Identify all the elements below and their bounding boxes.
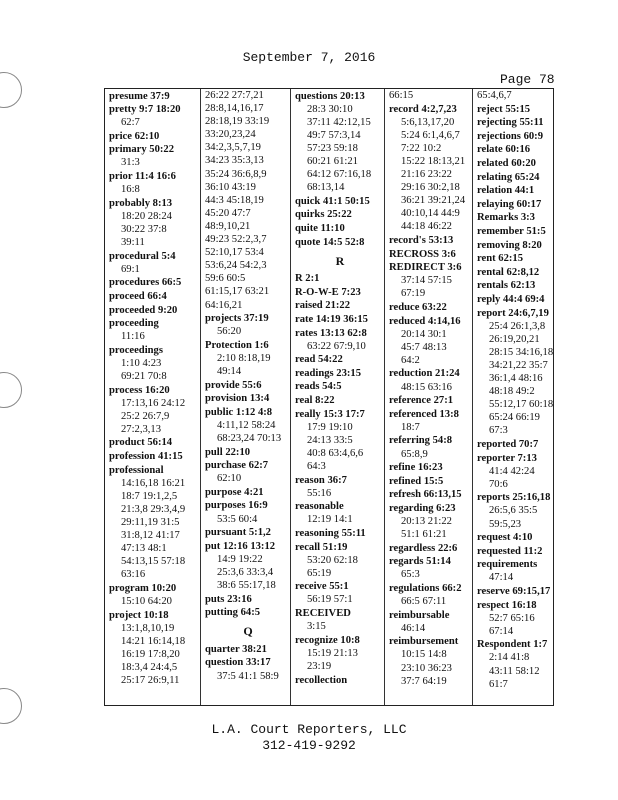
index-entry: procedures 66:5 xyxy=(109,277,182,289)
index-entry: proceedings xyxy=(109,344,163,356)
index-entry-continuation: 49:7 57:3,14 xyxy=(307,129,361,141)
word-index-table xyxy=(104,88,554,706)
index-entry-continuation: 30:22 37:8 xyxy=(121,223,167,235)
index-entry: readings 23:15 xyxy=(295,367,362,379)
index-entry-continuation: 37:7 64:19 xyxy=(401,675,447,687)
index-entry: product 56:14 xyxy=(109,437,173,449)
index-entry-continuation: 17:9 19:10 xyxy=(307,421,353,433)
index-entry: reported 70:7 xyxy=(477,438,539,450)
index-entry: requested 11:2 xyxy=(477,545,543,557)
index-entry: R-O-W-E 7:23 xyxy=(295,286,361,298)
index-entry: recognize 10:8 xyxy=(295,634,360,646)
index-entry-continuation: 2:14 41:8 xyxy=(489,652,530,664)
index-entry-continuation: 53:5 60:4 xyxy=(217,513,258,525)
index-entry-continuation: 37:14 57:15 xyxy=(401,275,452,287)
index-entry: reserve 69:15,17 xyxy=(477,585,551,597)
index-entry: procedural 5:4 xyxy=(109,250,176,262)
index-entry: REDIRECT 3:6 xyxy=(389,262,462,274)
index-entry-continuation: 2:10 8:18,19 xyxy=(217,352,271,364)
index-entry: provide 55:6 xyxy=(205,379,262,391)
index-entry-continuation: 29:16 30:2,18 xyxy=(401,182,460,194)
index-entry: relation 44:1 xyxy=(477,185,535,197)
index-entry-continuation: 28:3 30:10 xyxy=(307,103,353,115)
index-entry: related 60:20 xyxy=(477,157,536,169)
index-entry: regulations 66:2 xyxy=(389,582,462,594)
index-entry: put 12:16 13:12 xyxy=(205,540,276,552)
index-entry-continuation: 48:9,10,21 xyxy=(205,220,251,232)
index-entry: quite 11:10 xyxy=(295,222,345,234)
index-entry-continuation: 37:5 41:1 58:9 xyxy=(217,670,279,682)
index-entry: RECROSS 3:6 xyxy=(389,248,456,260)
index-entry-continuation: 11:16 xyxy=(121,331,145,343)
index-entry-continuation: 40:8 63:4,6,6 xyxy=(307,447,364,459)
index-entry-continuation: 16:19 17:8,20 xyxy=(121,648,180,660)
index-entry: regards 51:14 xyxy=(389,556,451,568)
index-column-2 xyxy=(200,89,291,705)
index-entry: real 8:22 xyxy=(295,395,335,407)
index-entry: respect 16:18 xyxy=(477,599,537,611)
index-entry: rental 62:8,12 xyxy=(477,266,540,278)
index-entry-continuation: 27:2,3,13 xyxy=(121,423,162,435)
index-entry-continuation: 44:3 45:18,19 xyxy=(205,194,264,206)
index-entry: relate 60:16 xyxy=(477,144,531,156)
index-entry-continuation: 28:15 34:16,18 xyxy=(489,346,554,358)
index-entry: pull 22:10 xyxy=(205,446,251,458)
index-entry: reasoning 55:11 xyxy=(295,528,366,539)
index-entry-continuation: 38:6 55:17,18 xyxy=(217,579,276,591)
index-entry-continuation: 14:9 19:22 xyxy=(217,553,263,565)
index-entry-continuation: 34:23 35:3,13 xyxy=(205,155,264,167)
index-entry: regardless 22:6 xyxy=(389,542,458,554)
index-entry: price 62:10 xyxy=(109,130,160,142)
index-entry: reports 25:16,18 xyxy=(477,492,551,504)
index-entry: Remarks 3:3 xyxy=(477,212,535,224)
index-entry-continuation: 7:22 10:2 xyxy=(401,142,442,154)
index-entry-continuation: 18:7 19:1,2,5 xyxy=(121,490,178,502)
index-entry-continuation: 47:13 48:1 xyxy=(121,543,167,555)
index-entry-continuation: 52:10,17 53:4 xyxy=(205,247,264,259)
index-entry: raised 21:22 xyxy=(295,300,351,312)
index-entry: rates 13:13 62:8 xyxy=(295,327,367,339)
footer-company: L.A. Court Reporters, LLC xyxy=(211,722,407,737)
index-entry-continuation: 62:7 xyxy=(121,117,140,129)
index-column-5 xyxy=(472,89,558,705)
index-entry-continuation: 24:13 33:5 xyxy=(307,434,353,446)
index-entry-continuation: 69:21 70:8 xyxy=(121,370,167,382)
index-entry-continuation: 59:5,23 xyxy=(489,518,522,530)
binder-hole xyxy=(0,688,22,724)
index-entry-continuation: 16:8 xyxy=(121,184,140,196)
index-entry-continuation: 56:19 57:1 xyxy=(307,594,353,606)
page-number: Page 78 xyxy=(500,72,555,87)
index-entry: really 15:3 17:7 xyxy=(295,408,365,420)
index-entry: reporter 7:13 xyxy=(477,452,537,464)
index-entry-continuation: 51:1 61:21 xyxy=(401,529,447,541)
index-entry-continuation: 52:7 65:16 xyxy=(489,612,535,624)
index-entry: requirements xyxy=(477,559,538,571)
index-entry-continuation: 46:14 xyxy=(401,622,426,634)
index-entry: rentals 62:13 xyxy=(477,280,536,292)
index-entry: public 1:12 4:8 xyxy=(205,406,273,418)
index-entry: receive 55:1 xyxy=(295,581,349,593)
index-entry: rejecting 55:11 xyxy=(477,117,544,129)
index-column-1 xyxy=(105,89,200,705)
index-entry: prior 11:4 16:6 xyxy=(109,171,176,183)
index-entry-continuation: 49:14 xyxy=(217,365,242,377)
index-entry-continuation: 45:20 47:7 xyxy=(205,207,251,219)
index-entry: profession 41:15 xyxy=(109,451,183,463)
index-entry: puts 23:16 xyxy=(205,593,252,605)
index-entry: purchase 62:7 xyxy=(205,460,269,472)
index-entry-continuation: 39:11 xyxy=(121,237,145,249)
index-column-3 xyxy=(290,89,385,705)
index-entry-continuation: 23:19 xyxy=(307,660,332,672)
index-entry: reason 36:7 xyxy=(295,474,347,486)
index-entry: pretty 9:7 18:20 xyxy=(109,104,181,116)
index-entry-continuation: 20:14 30:1 xyxy=(401,328,447,340)
index-entry-continuation: 33:20,23,24 xyxy=(205,129,256,141)
index-entry-continuation: 26:19,20,21 xyxy=(489,333,540,345)
index-entry: regarding 6:23 xyxy=(389,502,456,514)
index-entry-continuation: 10:15 14:8 xyxy=(401,649,447,661)
index-entry: purposes 16:9 xyxy=(205,500,268,512)
index-entry-continuation: 34:21,22 35:7 xyxy=(489,359,548,371)
index-entry-continuation: 63:16 xyxy=(121,569,146,581)
index-entry-continuation: 65:3 xyxy=(401,569,420,581)
index-entry: remember 51:5 xyxy=(477,225,546,237)
index-entry-continuation: 26:5,6 35:5 xyxy=(489,505,538,517)
index-entry-continuation: 59:6 60:5 xyxy=(205,273,246,285)
index-entry: professional xyxy=(109,464,164,476)
index-entry: rent 62:15 xyxy=(477,253,523,265)
index-entry-continuation: 15:19 21:13 xyxy=(307,647,358,659)
index-entry-continuation: 61:15,17 63:21 xyxy=(205,286,270,298)
index-entry-continuation: 55:12,17 60:18 xyxy=(489,399,554,411)
index-entry: relaying 60:17 xyxy=(477,198,542,210)
index-entry-continuation: 67:3 xyxy=(489,425,508,437)
index-letter-heading: Q xyxy=(243,624,253,639)
index-entry-continuation: 64:16,21 xyxy=(205,299,243,311)
index-entry-continuation: 14:21 16:14,18 xyxy=(121,635,186,647)
index-entry-continuation: 25:4 26:1,3,8 xyxy=(489,320,546,332)
index-column-4 xyxy=(384,89,473,705)
index-entry: reads 54:5 xyxy=(295,381,342,393)
index-entry-continuation: 68:23,24 70:13 xyxy=(217,432,282,444)
index-entry: reject 55:15 xyxy=(477,103,531,115)
index-entry-continuation: 65:8,9 xyxy=(401,448,428,460)
index-entry: putting 64:5 xyxy=(205,607,261,619)
index-entry-continuation: 36:21 39:21,24 xyxy=(401,195,466,207)
index-entry-continuation: 25:3,6 33:3,4 xyxy=(217,566,274,578)
index-entry: report 24:6,7,19 xyxy=(477,307,549,319)
index-letter-heading: R xyxy=(335,253,345,268)
index-entry: recollection xyxy=(295,674,348,686)
index-entry: quarter 38:21 xyxy=(205,643,267,655)
index-entry: reimbursement xyxy=(389,636,459,648)
index-entry: reply 44:4 69:4 xyxy=(477,293,545,305)
index-entry-continuation: 13:1,8,10,19 xyxy=(121,622,175,634)
index-entry-continuation: 21:3,8 29:3,4,9 xyxy=(121,503,186,515)
index-entry-continuation: 64:2 xyxy=(401,354,420,366)
index-entry-continuation: 44:18 46:22 xyxy=(401,221,452,233)
index-entry-continuation: 23:10 36:23 xyxy=(401,662,452,674)
index-entry: record 4:2,7,23 xyxy=(389,103,457,115)
header-date: September 7, 2016 xyxy=(242,50,376,65)
index-entry-continuation: 14:16,18 16:21 xyxy=(121,477,186,489)
index-entry: record's 53:13 xyxy=(389,235,454,247)
index-entry: Protection 1:6 xyxy=(205,339,269,351)
index-entry-continuation: 20:13 21:22 xyxy=(401,516,452,527)
binder-hole xyxy=(0,372,22,408)
index-entry: refined 15:5 xyxy=(389,475,444,487)
index-entry-continuation: 65:4,6,7 xyxy=(477,90,512,101)
index-entry: referring 54:8 xyxy=(389,435,453,447)
index-entry: reimbursable xyxy=(389,609,450,621)
index-entry: program 10:20 xyxy=(109,582,177,594)
index-entry-continuation: 66:15 xyxy=(389,90,414,101)
index-entry-continuation: 48:15 63:16 xyxy=(401,381,452,393)
index-entry-continuation: 63:22 67:9,10 xyxy=(307,340,366,352)
index-entry: read 54:22 xyxy=(295,354,343,366)
index-entry: projects 37:19 xyxy=(205,313,269,325)
index-entry-continuation: 57:23 59:18 xyxy=(307,142,358,154)
index-entry: request 4:10 xyxy=(477,532,533,544)
index-entry-continuation: 25:2 26:7,9 xyxy=(121,410,170,422)
index-entry-continuation: 47:14 xyxy=(489,572,514,584)
index-entry: reduce 63:22 xyxy=(389,302,447,313)
binder-hole xyxy=(0,72,22,108)
index-entry-continuation: 5:6,13,17,20 xyxy=(401,116,455,128)
index-entry: primary 50:22 xyxy=(109,144,175,156)
index-entry-continuation: 18:7 xyxy=(401,421,420,433)
index-entry-continuation: 28:8,14,16,17 xyxy=(205,103,264,115)
index-entry: proceeding xyxy=(109,318,159,330)
index-entry-continuation: 45:7 48:13 xyxy=(401,341,447,353)
index-entry-continuation: 49:23 52:2,3,7 xyxy=(205,234,267,246)
index-entry-continuation: 65:19 xyxy=(307,567,332,579)
index-entry-continuation: 64:12 67:16,18 xyxy=(307,169,372,181)
index-entry-continuation: 1:10 4:23 xyxy=(121,357,162,369)
index-entry: reasonable xyxy=(295,501,344,513)
index-entry-continuation: 31:8,12 41:17 xyxy=(121,530,180,542)
footer-phone: 312-419-9292 xyxy=(262,738,356,753)
index-entry: Respondent 1:7 xyxy=(477,639,548,651)
index-entry-continuation: 26:22 27:7,21 xyxy=(205,90,264,101)
index-entry: proceed 66:4 xyxy=(109,290,167,302)
index-entry: recall 51:19 xyxy=(295,541,348,553)
index-entry-continuation: 15:22 18:13,21 xyxy=(401,155,466,167)
index-entry: rejections 60:9 xyxy=(477,130,543,142)
index-entry: provision 13:4 xyxy=(205,393,270,405)
index-entry-continuation: 55:16 xyxy=(307,487,332,499)
index-entry: refresh 66:13,15 xyxy=(389,489,462,501)
index-entry: questions 20:13 xyxy=(295,90,365,102)
index-entry-continuation: 29:11,19 31:5 xyxy=(121,517,180,528)
index-entry-continuation: 48:18 49:2 xyxy=(489,386,535,398)
index-entry: relating 65:24 xyxy=(477,171,540,183)
index-entry-continuation: 17:13,16 24:12 xyxy=(121,397,186,409)
index-entry-continuation: 3:15 xyxy=(307,621,326,633)
index-entry: purpose 4:21 xyxy=(205,486,264,498)
index-entry: question 33:17 xyxy=(205,657,271,669)
index-entry: quirks 25:22 xyxy=(295,209,352,221)
index-entry-continuation: 25:17 26:9,11 xyxy=(121,675,180,687)
index-entry-continuation: 43:11 58:12 xyxy=(489,665,540,677)
index-entry-continuation: 66:5 67:11 xyxy=(401,596,447,608)
index-entry: rate 14:19 36:15 xyxy=(295,314,368,325)
index-entry: removing 8:20 xyxy=(477,239,542,251)
index-entry-continuation: 31:3 xyxy=(121,157,140,169)
index-entry: refine 16:23 xyxy=(389,462,443,474)
index-entry-continuation: 21:16 23:22 xyxy=(401,169,452,181)
index-entry-continuation: 36:10 43:19 xyxy=(205,181,256,193)
index-entry-continuation: 67:19 xyxy=(401,288,426,300)
index-entry-continuation: 18:20 28:24 xyxy=(121,210,172,222)
index-entry: proceeded 9:20 xyxy=(109,304,178,316)
index-entry: referenced 13:8 xyxy=(389,408,459,420)
index-entry-continuation: 64:3 xyxy=(307,461,326,473)
index-entry-continuation: 15:10 64:20 xyxy=(121,596,172,608)
index-entry-continuation: 70:6 xyxy=(489,478,508,490)
index-entry-continuation: 65:24 66:19 xyxy=(489,412,540,424)
index-entry: project 10:18 xyxy=(109,609,169,621)
index-entry-continuation: 41:4 42:24 xyxy=(489,465,535,477)
index-entry-continuation: 69:1 xyxy=(121,263,140,275)
index-entry-continuation: 62:10 xyxy=(217,473,242,485)
index-entry: quote 14:5 52:8 xyxy=(295,236,365,248)
index-entry-continuation: 18:3,4 24:4,5 xyxy=(121,662,178,674)
index-entry: R 2:1 xyxy=(295,273,320,285)
index-entry: presume 37:9 xyxy=(109,90,170,102)
index-entry-continuation: 53:6,24 54:2,3 xyxy=(205,260,267,272)
index-entry-continuation: 12:19 14:1 xyxy=(307,514,353,526)
index-entry-continuation: 61:7 xyxy=(489,678,508,690)
index-entry-continuation: 54:13,15 57:18 xyxy=(121,556,186,568)
index-entry: reduction 21:24 xyxy=(389,368,460,380)
index-entry: process 16:20 xyxy=(109,384,170,396)
index-entry: pursuant 5:1,2 xyxy=(205,527,271,539)
index-entry-continuation: 36:1,4 48:16 xyxy=(489,372,543,384)
index-entry: reference 27:1 xyxy=(389,395,454,407)
index-entry-continuation: 40:10,14 44:9 xyxy=(401,208,460,220)
index-entry-continuation: 37:11 42:12,15 xyxy=(307,116,371,128)
index-entry-continuation: 5:24 6:1,4,6,7 xyxy=(401,129,460,141)
index-entry-continuation: 34:2,3,5,7,19 xyxy=(205,142,261,154)
index-entry-continuation: 4:11,12 58:24 xyxy=(217,419,276,431)
index-entry: quick 41:1 50:15 xyxy=(295,195,370,207)
index-entry: probably 8:13 xyxy=(109,197,173,209)
index-entry-continuation: 60:21 61:21 xyxy=(307,155,358,167)
index-entry-continuation: 28:18,19 33:19 xyxy=(205,116,270,128)
index-entry-continuation: 68:13,14 xyxy=(307,182,345,194)
index-entry-continuation: 56:20 xyxy=(217,326,242,338)
index-entry-continuation: 53:20 62:18 xyxy=(307,554,358,566)
index-entry-continuation: 35:24 36:6,8,9 xyxy=(205,168,267,180)
index-entry-continuation: 67:14 xyxy=(489,625,514,637)
index-entry: reduced 4:14,16 xyxy=(389,315,461,327)
index-entry: RECEIVED xyxy=(295,608,351,620)
